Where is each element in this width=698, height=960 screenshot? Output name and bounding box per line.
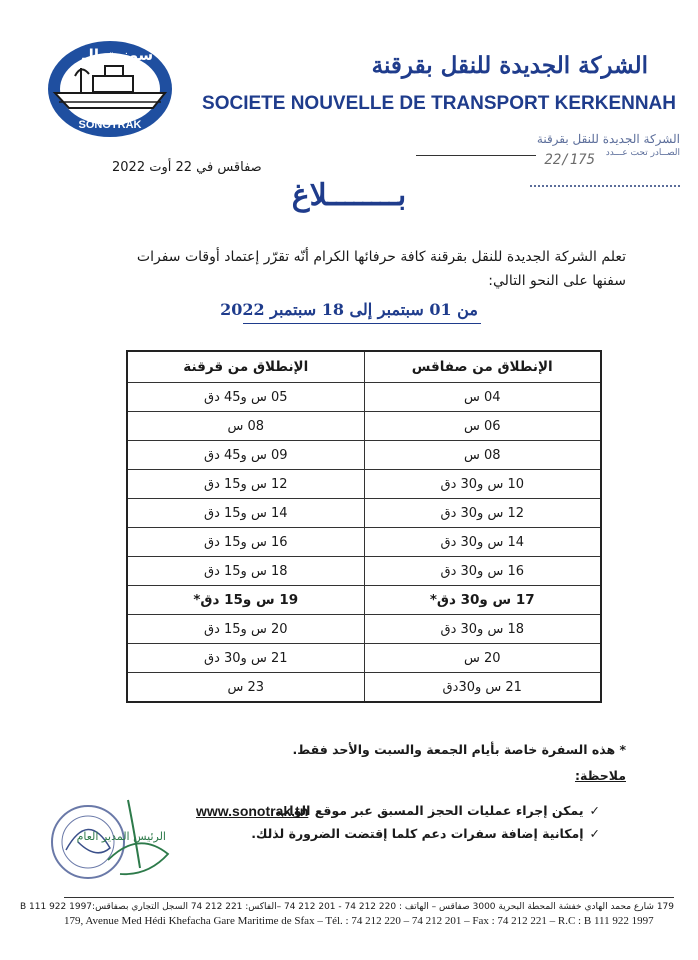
schedule-header-row — [127, 351, 601, 383]
schedule-row — [127, 586, 601, 615]
departure-sfax-cell: 14 س و30 دق — [364, 528, 601, 557]
company-name-ar: الشركة الجديدة للنقل بقرقنة — [371, 52, 648, 79]
period-heading: من 01 سبتمبر إلى 18 سبتمبر 2022 — [220, 300, 478, 319]
ref-stamp-line2: الصــادر تحت عـــدد — [605, 148, 680, 158]
company-name-fr: SOCIETE NOUVELLE DE TRANSPORT KERKENNAH — [202, 93, 676, 114]
departure-kerkennah-cell: 09 س و45 دق — [127, 441, 364, 470]
departure-kerkennah-cell: 23 س — [127, 673, 364, 703]
departure-sfax-cell: 20 س — [364, 644, 601, 673]
ref-underline — [416, 155, 536, 156]
period-underline — [243, 323, 481, 324]
signature-title: الرئيس المدير العام — [76, 830, 166, 843]
ref-stamp-line1: الشركة الجديدة للنقل بقرقنة — [536, 132, 680, 146]
departure-sfax-cell: 17 س و30 دق* — [364, 586, 601, 615]
website-link[interactable]: www.sonotrak.tn — [196, 803, 309, 819]
schedule-body — [127, 383, 601, 703]
schedule-row — [127, 673, 601, 703]
footnote: * هذه السفرة خاصة بأيام الجمعة والسبت والأحد فقط. — [292, 742, 626, 757]
departure-sfax-cell: 04 س — [364, 383, 601, 412]
logo-text-ar: سونوترال — [80, 46, 154, 64]
notes-heading: ملاحظة: — [575, 768, 626, 783]
reference-stamp — [520, 132, 680, 168]
schedule-row — [127, 528, 601, 557]
official-stamp-signature — [48, 790, 188, 900]
departure-sfax-cell: 12 س و30 دق — [364, 499, 601, 528]
departure-kerkennah-cell: 18 س و15 دق — [127, 557, 364, 586]
departure-kerkennah-cell: 21 س و30 دق — [127, 644, 364, 673]
schedule-table — [126, 350, 602, 703]
header-from-sfax: الإنطلاق من صفاقس — [364, 351, 601, 383]
checkmark-icon: ✓ — [589, 826, 600, 841]
departure-kerkennah-cell: 12 س و15 دق — [127, 470, 364, 499]
footer-rule — [64, 897, 674, 898]
schedule-row — [127, 557, 601, 586]
note-text: يمكن إجراء عمليات الحجز المسبق عبر موقع الواب — [276, 803, 584, 818]
schedule-row — [127, 499, 601, 528]
departure-kerkennah-cell: 19 س و15 دق* — [127, 586, 364, 615]
schedule-row — [127, 615, 601, 644]
schedule-row — [127, 441, 601, 470]
departure-sfax-cell: 08 س — [364, 441, 601, 470]
departure-kerkennah-cell: 16 س و15 دق — [127, 528, 364, 557]
schedule-row — [127, 644, 601, 673]
departure-sfax-cell: 06 س — [364, 412, 601, 441]
departure-sfax-cell: 10 س و30 دق — [364, 470, 601, 499]
title-text: بــــــــلاغ — [291, 178, 407, 213]
departure-kerkennah-cell: 14 س و15 دق — [127, 499, 364, 528]
company-logo — [45, 38, 175, 140]
departure-kerkennah-cell: 05 س و45 دق — [127, 383, 364, 412]
note-item — [277, 803, 600, 818]
page-title — [0, 178, 698, 213]
ref-number: 22/175 — [544, 152, 595, 168]
schedule-row — [127, 383, 601, 412]
footer-address-fr: 179, Avenue Med Hédi Khefacha Gare Maritime de Sfax – Tél. : 74 212 220 – 74 212 201 – Fax : 74 212 221 – R.C : B 111 922 1997 — [64, 915, 654, 927]
header-from-kerkennah: الإنطلاق من قرقنة — [127, 351, 364, 383]
checkmark-icon: ✓ — [589, 803, 600, 818]
schedule-row — [127, 470, 601, 499]
footer-address-ar: 179 شارع محمد الهادي خفشة المحطة البحرية 3000 صفاقس – الهاتف : 220 212 74 - 201 212 74 –الفاكس: 221 212 74 السجل التجاري بصفاقس:B 111 922 1997 — [20, 902, 674, 912]
departure-sfax-cell: 16 س و30 دق — [364, 557, 601, 586]
note-item — [251, 826, 600, 841]
logo-text-fr: SONOTRAK — [78, 119, 142, 131]
note-text: إمكانية إضافة سفرات دعم كلما إقتضت الضرورة لذلك. — [251, 826, 584, 841]
departure-sfax-cell: 18 س و30 دق — [364, 615, 601, 644]
schedule-row — [127, 412, 601, 441]
departure-sfax-cell: 21 س و30دق — [364, 673, 601, 703]
departure-kerkennah-cell: 08 س — [127, 412, 364, 441]
departure-kerkennah-cell: 20 س و15 دق — [127, 615, 364, 644]
notice-text: تعلم الشركة الجديدة للنقل بقرقنة كافة حرفائها الكرام أنّه تقرّر إعتماد أوقات سفرات سفنها على النحو التالي: — [136, 249, 626, 289]
document-date: صفاقس في 22 أوت 2022 — [112, 160, 262, 175]
